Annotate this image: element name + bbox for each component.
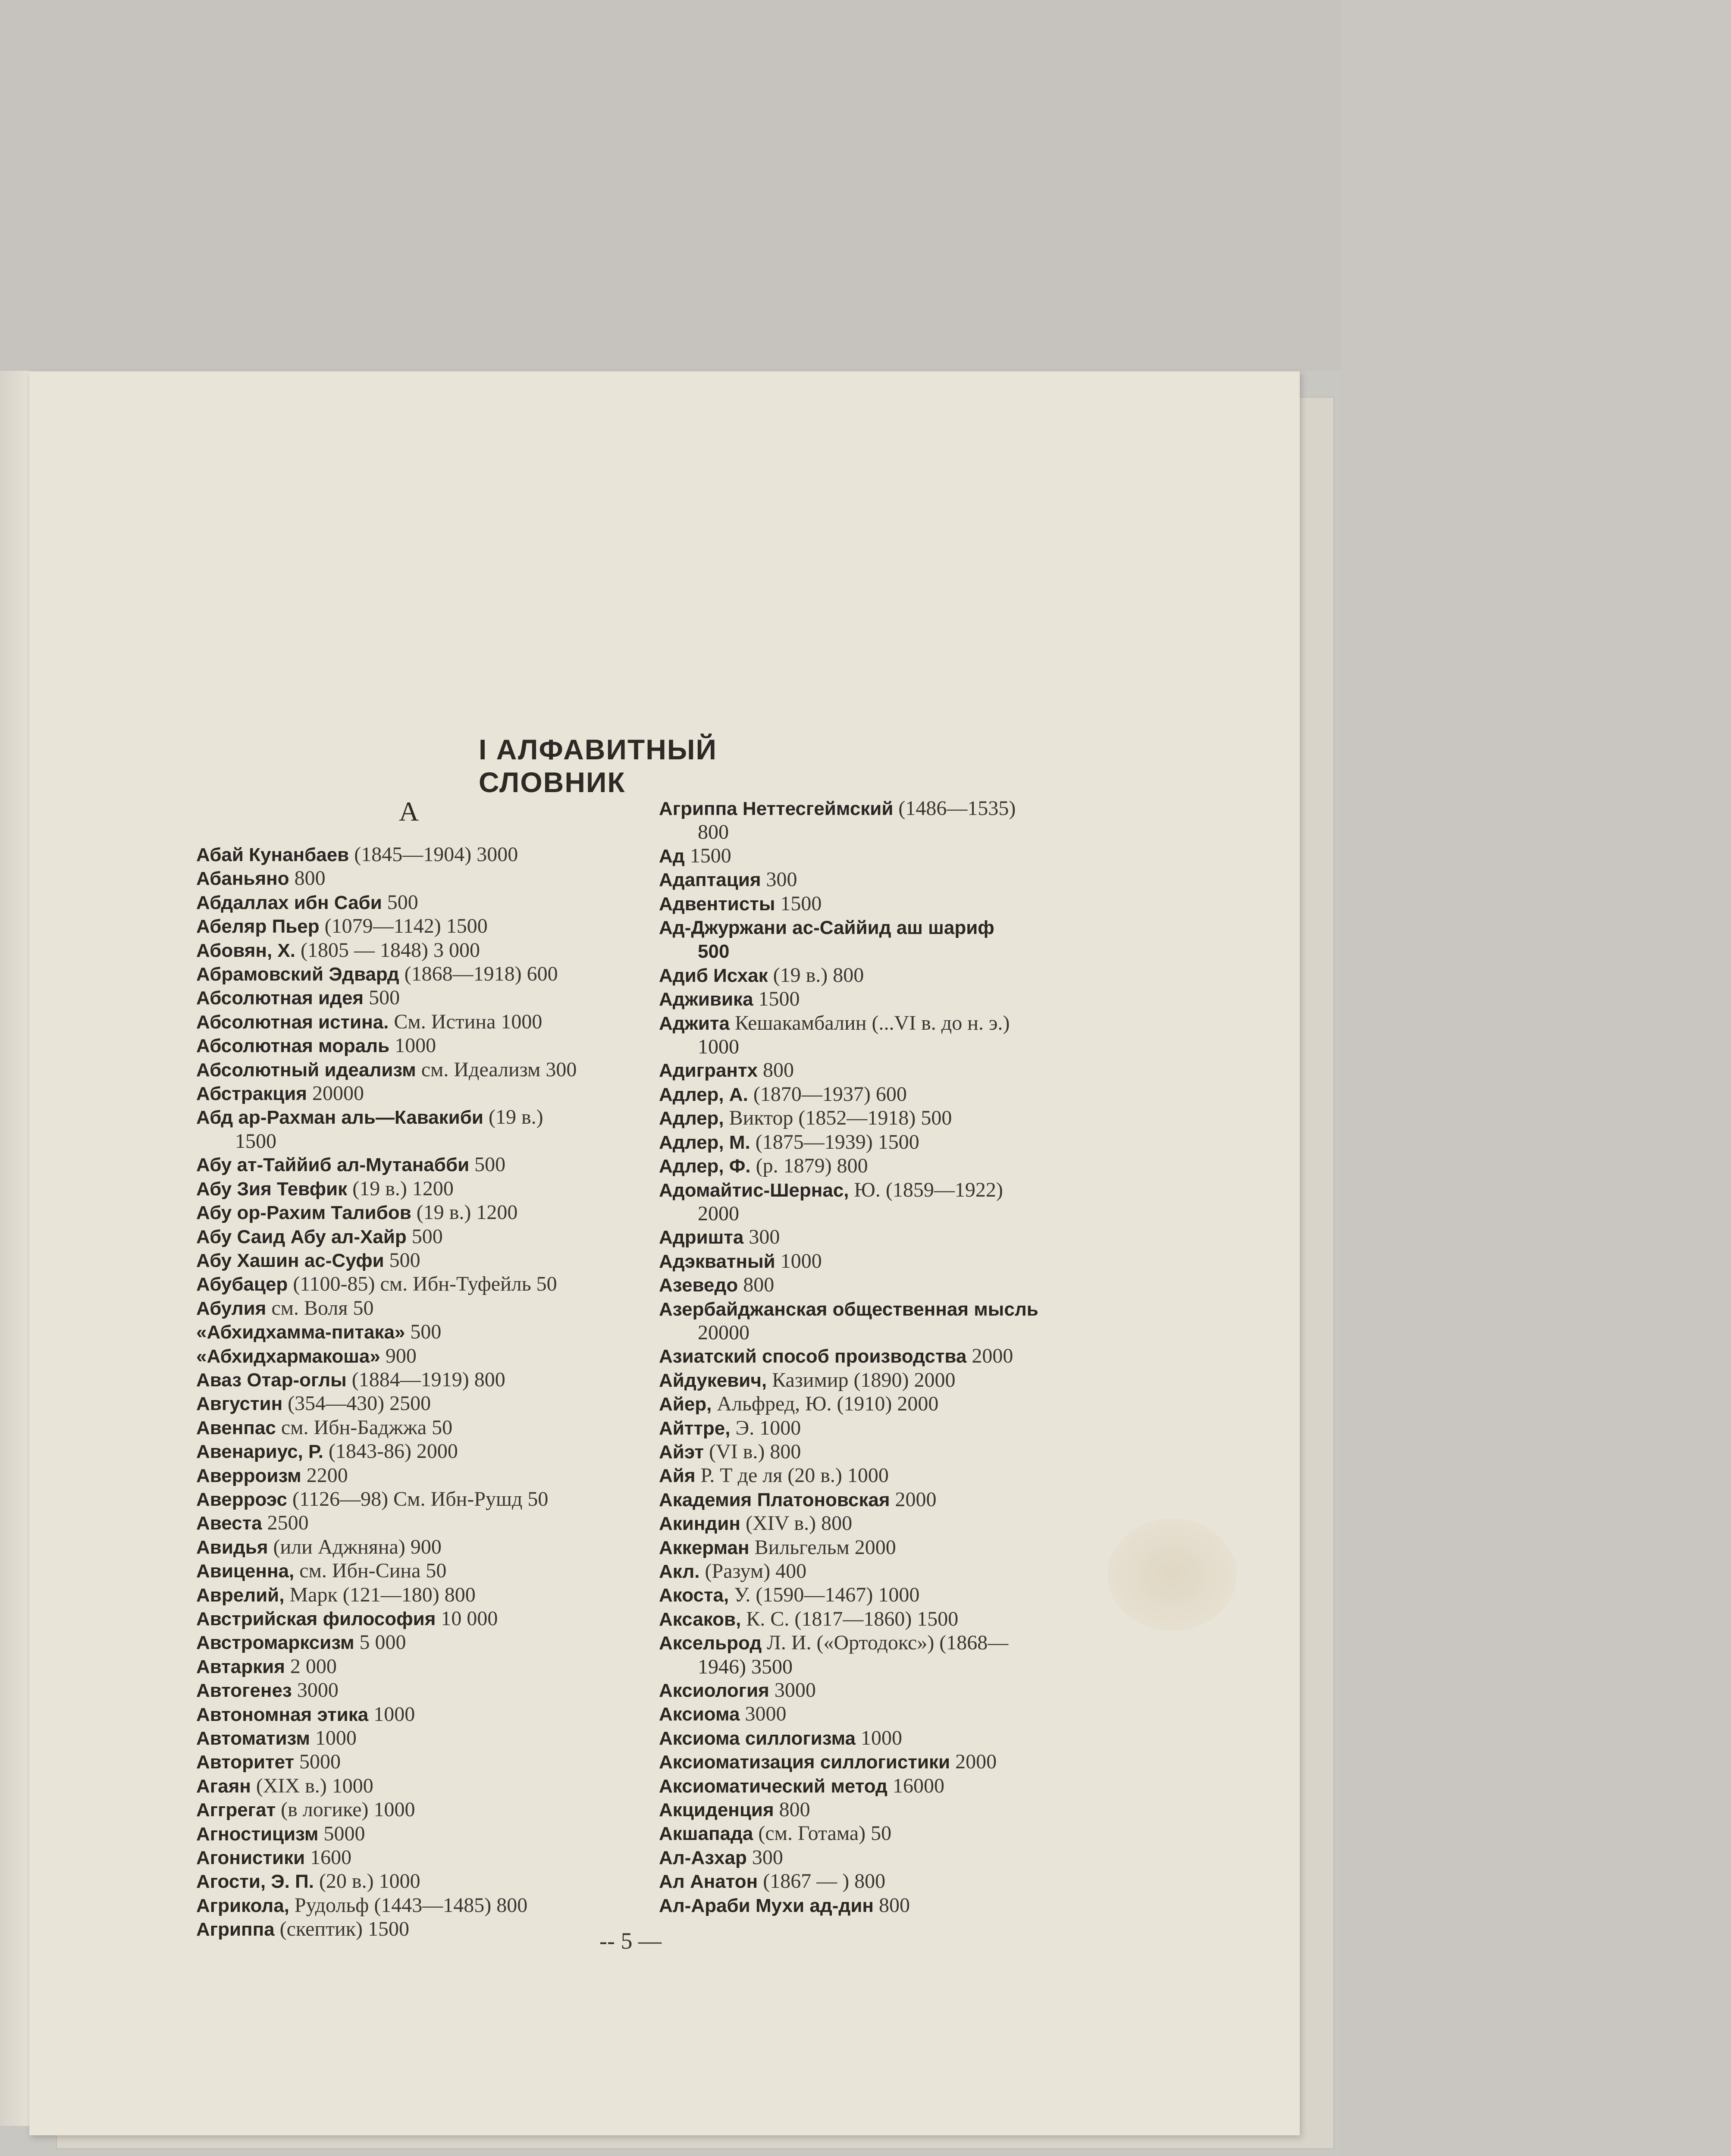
- entry-detail: (в логике) 1000: [276, 1798, 415, 1821]
- entry-detail: Виктор (1852—1918) 500: [724, 1106, 952, 1130]
- entry-detail: 5000: [318, 1822, 365, 1845]
- entry-term: Азербайджанская общественная мысль: [659, 1298, 1038, 1320]
- entry-term: Акиндин: [659, 1513, 740, 1535]
- entry-term: Аксельрод: [659, 1633, 762, 1654]
- entry-term: Абовян, X.: [196, 940, 295, 961]
- entry-term: Агностицизм: [196, 1823, 319, 1845]
- entry-term: Авторитет: [196, 1752, 295, 1773]
- entry-continuation-text: 500: [698, 941, 730, 962]
- entry-term: Автогенез: [196, 1680, 292, 1702]
- entry-detail: (19 в.) 1200: [411, 1201, 518, 1224]
- entry-continuation: [659, 1035, 1099, 1059]
- index-entry: [659, 1440, 1099, 1464]
- entry-detail: Вильгельм 2000: [749, 1536, 896, 1559]
- entry-term: Адживика: [659, 989, 753, 1010]
- entry-term: Адлер, А.: [659, 1084, 748, 1105]
- index-entry: [196, 1225, 636, 1249]
- section-letter: А: [399, 796, 419, 827]
- index-entry: [659, 1560, 1099, 1583]
- entry-term: Агости, Э. П.: [196, 1871, 314, 1893]
- index-entry: [196, 1153, 636, 1177]
- page-title: I АЛФАВИТНЫЙ СЛОВНИК: [479, 733, 717, 798]
- index-entry: [659, 1536, 1099, 1560]
- index-entry: [659, 1154, 1099, 1178]
- index-entry: [196, 1511, 636, 1535]
- index-entry: [659, 1750, 1099, 1774]
- index-entry: [196, 867, 636, 890]
- background-right: [1341, 0, 1731, 2156]
- entry-detail: 2000: [966, 1344, 1013, 1368]
- entry-term: Ал-Азхар: [659, 1847, 747, 1868]
- index-entry: [659, 1273, 1099, 1297]
- entry-continuation: [659, 1202, 1099, 1225]
- entry-detail: 500: [384, 1248, 420, 1272]
- index-entry: [196, 939, 636, 962]
- index-entry: [196, 1559, 636, 1583]
- entry-term: Акоста,: [659, 1585, 729, 1606]
- index-entry: [659, 916, 1099, 940]
- entry-detail: 500: [405, 1320, 442, 1344]
- entry-detail: см. Идеализм 300: [416, 1058, 577, 1081]
- entry-term: Австрийская философия: [196, 1608, 436, 1630]
- entry-detail: 1000: [775, 1249, 822, 1272]
- entry-term: Айя: [659, 1465, 696, 1487]
- entry-continuation-text: 800: [698, 821, 729, 844]
- index-entry: [196, 1464, 636, 1488]
- entry-detail: (1868—1918) 600: [399, 962, 558, 986]
- entry-term: Аксиома: [659, 1704, 740, 1725]
- entry-term: Абсолютная истина.: [196, 1011, 389, 1033]
- entry-continuation-text: 2000: [698, 1202, 739, 1225]
- index-entry: [659, 1106, 1099, 1130]
- index-entry: [659, 1083, 1099, 1106]
- entry-detail: (VI в.) 800: [704, 1440, 801, 1463]
- index-entry: [196, 1679, 636, 1702]
- entry-detail: (XIV в.) 800: [740, 1512, 853, 1535]
- entry-detail: см. Ибн-Баджжа 50: [276, 1416, 453, 1439]
- index-entry: [659, 1679, 1099, 1702]
- index-entry: [196, 1249, 636, 1272]
- entry-detail: см. Воля 50: [266, 1296, 374, 1319]
- entry-term: Азиатский способ производства: [659, 1346, 967, 1367]
- index-entry: [659, 1464, 1099, 1488]
- index-entry: [196, 1822, 636, 1846]
- index-entry: [196, 1058, 636, 1082]
- entry-term: Абу Саид Абу ал-Хайр: [196, 1226, 407, 1247]
- entry-term: Аверроизм: [196, 1465, 301, 1486]
- entry-term: Адлер, Ф.: [659, 1156, 751, 1177]
- entry-detail: 3000: [740, 1702, 787, 1726]
- entry-continuation: [196, 1130, 636, 1153]
- entry-term: Абу Зия Тевфик: [196, 1178, 348, 1200]
- entry-term: Абубацер: [196, 1274, 288, 1295]
- entry-detail: (19 в.): [483, 1106, 543, 1129]
- entry-term: Абд ар-Рахман аль—Кавакиби: [196, 1107, 483, 1128]
- index-entry: [196, 1798, 636, 1822]
- entry-detail: (р. 1879) 800: [750, 1154, 868, 1178]
- index-entry: [196, 1727, 636, 1750]
- entry-detail: 500: [406, 1225, 443, 1248]
- page-number: -- 5 —: [599, 1928, 662, 1954]
- entry-term: Аксаков,: [659, 1608, 741, 1630]
- entry-term: Абстракция: [196, 1083, 307, 1105]
- entry-detail: (1870—1937) 600: [748, 1082, 907, 1106]
- entry-detail: Л. И. («Ортодокс») (1868—: [762, 1631, 1009, 1655]
- entry-detail: 900: [380, 1344, 417, 1367]
- entry-continuation-text: 1000: [698, 1035, 739, 1059]
- entry-term: Адлер, М.: [659, 1131, 750, 1153]
- index-entry: [659, 1702, 1099, 1726]
- index-entry: [196, 1536, 636, 1559]
- entry-term: Абрамовский Эдвард: [196, 964, 399, 985]
- entry-continuation: [659, 821, 1099, 844]
- index-entry: [196, 1631, 636, 1655]
- left-page-edge: [0, 371, 31, 2126]
- entry-continuation-text: 1500: [235, 1129, 276, 1153]
- entry-term: Авидья: [196, 1536, 268, 1558]
- entry-term: Адаптация: [659, 869, 761, 891]
- entry-term: Акциденция: [659, 1799, 774, 1821]
- entry-term: Ад: [659, 845, 685, 867]
- entry-term: Абай Кунанбаев: [196, 844, 349, 865]
- index-entry: [659, 1846, 1099, 1870]
- left-column: [196, 843, 636, 1942]
- entry-term: Аксиоматический метод: [659, 1775, 887, 1797]
- index-entry: [659, 1608, 1099, 1631]
- entry-term: Адэкватный: [659, 1250, 775, 1272]
- entry-term: Абаньяно: [196, 868, 289, 890]
- index-entry: [196, 1201, 636, 1225]
- entry-detail: 800: [289, 867, 326, 890]
- entry-detail: У. (1590—1467) 1000: [729, 1583, 920, 1607]
- entry-term: Айер,: [659, 1394, 712, 1415]
- entry-detail: Р. Т де ля (20 в.) 1000: [695, 1464, 889, 1487]
- index-entry: [659, 1059, 1099, 1082]
- entry-detail: 800: [758, 1059, 794, 1082]
- entry-term: Агонистики: [196, 1847, 305, 1869]
- index-entry: [196, 1320, 636, 1344]
- index-entry: [659, 1727, 1099, 1750]
- entry-term: Адришта: [659, 1227, 744, 1248]
- entry-term: Адлер,: [659, 1108, 724, 1129]
- index-entry: [196, 1416, 636, 1440]
- index-entry: [659, 868, 1099, 892]
- right-column: [659, 797, 1099, 1918]
- entry-detail: 500: [469, 1153, 506, 1176]
- entry-term: Аврелий,: [196, 1584, 285, 1606]
- entry-term: Акл.: [659, 1561, 700, 1582]
- index-entry: [196, 1703, 636, 1727]
- index-entry: [659, 1297, 1099, 1321]
- index-entry: [659, 1488, 1099, 1512]
- entry-term: Адигрантх: [659, 1060, 758, 1081]
- entry-detail: 800: [873, 1893, 910, 1917]
- entry-detail: (XIX в.) 1000: [251, 1774, 373, 1797]
- entry-continuation: [659, 1655, 1099, 1679]
- entry-continuation: [659, 1321, 1099, 1344]
- index-entry: [659, 1774, 1099, 1798]
- index-entry: [196, 1106, 636, 1129]
- entry-term: Азеведо: [659, 1275, 738, 1296]
- index-entry: [196, 843, 636, 867]
- entry-detail: 10 000: [436, 1607, 498, 1630]
- index-entry: [196, 1082, 636, 1106]
- entry-term: Аксиома силлогизма: [659, 1727, 856, 1749]
- index-entry: [196, 1750, 636, 1774]
- entry-term: Ал-Араби Мухи ад-дин: [659, 1895, 874, 1916]
- entry-detail: (1845—1904) 3000: [349, 843, 518, 866]
- entry-term: Абулия: [196, 1297, 267, 1319]
- entry-detail: Кешакамбалин (...VI в. до н. э.): [729, 1011, 1010, 1034]
- paper-stain: [1107, 1519, 1237, 1631]
- entry-detail: (1875—1939) 1500: [750, 1130, 919, 1153]
- index-entry: [196, 1846, 636, 1870]
- entry-term: Августин: [196, 1393, 283, 1415]
- entry-detail: 2500: [262, 1511, 309, 1535]
- index-entry: [196, 891, 636, 915]
- entry-term: Адвентисты: [659, 893, 775, 915]
- index-entry: [196, 1034, 636, 1058]
- entry-continuation-text: 20000: [698, 1321, 749, 1344]
- index-entry: [659, 1822, 1099, 1846]
- entry-term: Агриппа Неттесгеймский: [659, 798, 894, 819]
- entry-detail: 5000: [294, 1750, 341, 1774]
- entry-detail: 2200: [301, 1463, 348, 1487]
- entry-term: Адиб Исхак: [659, 965, 768, 986]
- index-entry: [196, 1918, 636, 1941]
- entry-term: Агриппа: [196, 1919, 275, 1940]
- entry-detail: Рудольф (1443—1485) 800: [289, 1893, 528, 1917]
- entry-continuation-text: 1946) 3500: [698, 1655, 793, 1678]
- entry-term: Авенпас: [196, 1417, 276, 1438]
- entry-term: Ад-Джуржани ас-Саййид аш шариф: [659, 917, 994, 939]
- entry-term: Акшапада: [659, 1823, 753, 1845]
- entry-detail: (скептик) 1500: [274, 1918, 410, 1941]
- entry-detail: 800: [774, 1798, 810, 1821]
- entry-detail: Ю. (1859—1922): [849, 1178, 1003, 1201]
- entry-detail: 1500: [684, 844, 731, 867]
- index-entry: [196, 1010, 636, 1034]
- entry-continuation: [659, 940, 1099, 963]
- index-entry: [659, 1178, 1099, 1202]
- entry-detail: 1500: [775, 892, 822, 915]
- index-entry: [196, 1655, 636, 1679]
- index-entry: [659, 987, 1099, 1011]
- entry-term: Аггрегат: [196, 1799, 276, 1821]
- entry-term: Абу ат-Таййиб ал-Мутанабби: [196, 1154, 470, 1176]
- entry-detail: 1000: [310, 1727, 357, 1750]
- index-entry: [659, 892, 1099, 916]
- index-entry: [659, 1012, 1099, 1035]
- entry-detail: Марк (121—180) 800: [284, 1583, 476, 1606]
- entry-term: Абу Хашин ас-Суфи: [196, 1250, 384, 1271]
- index-entry: [659, 844, 1099, 868]
- entry-term: Айттре,: [659, 1417, 731, 1439]
- entry-detail: 16000: [887, 1774, 944, 1797]
- entry-term: Автаркия: [196, 1656, 285, 1677]
- entry-detail: 800: [738, 1273, 775, 1297]
- entry-term: Аваз Отар-оглы: [196, 1369, 347, 1391]
- index-entry: [196, 1870, 636, 1893]
- entry-term: Автономная этика: [196, 1704, 369, 1725]
- index-entry: [196, 1368, 636, 1392]
- entry-detail: (1100-85) см. Ибн-Туфейль 50: [288, 1272, 557, 1296]
- entry-term: Австромарксизм: [196, 1632, 354, 1654]
- entry-term: Аверроэс: [196, 1489, 287, 1510]
- entry-term: Абсолютная идея: [196, 987, 364, 1009]
- entry-term: Агрикола,: [196, 1895, 289, 1916]
- entry-detail: 1600: [305, 1846, 352, 1869]
- entry-term: Авеста: [196, 1513, 262, 1534]
- entry-detail: 1000: [368, 1702, 415, 1726]
- index-entry: [659, 1392, 1099, 1416]
- entry-detail: (1079—1142) 1500: [319, 915, 488, 938]
- entry-detail: 500: [382, 890, 418, 914]
- entry-term: Академия Платоновская: [659, 1489, 890, 1510]
- entry-detail: (1867 — ) 800: [758, 1870, 886, 1893]
- index-entry: [659, 1583, 1099, 1607]
- entry-detail: 20000: [307, 1082, 364, 1105]
- entry-detail: 5 000: [354, 1631, 406, 1654]
- entry-detail: Альфред, Ю. (1910) 2000: [712, 1392, 939, 1416]
- index-entry: [659, 1894, 1099, 1918]
- entry-detail: (1805 — 1848) 3 000: [295, 938, 480, 962]
- entry-term: Абу ор-Рахим Талибов: [196, 1202, 411, 1224]
- entry-term: Айэт: [659, 1441, 704, 1463]
- entry-term: Ал Анатон: [659, 1871, 758, 1893]
- index-entry: [659, 797, 1099, 821]
- index-entry: [659, 1870, 1099, 1893]
- entry-term: Агаян: [196, 1775, 251, 1797]
- entry-detail: К. С. (1817—1860) 1500: [741, 1607, 959, 1630]
- index-entry: [196, 1177, 636, 1201]
- entry-term: Адомайтис-Шернас,: [659, 1179, 849, 1201]
- index-entry: [196, 1583, 636, 1607]
- entry-term: «Абхидхамма-питака»: [196, 1322, 405, 1343]
- index-entry: [196, 1774, 636, 1798]
- entry-detail: (20 в.) 1000: [314, 1870, 420, 1893]
- entry-detail: 2 000: [285, 1655, 337, 1678]
- index-entry: [196, 1392, 636, 1416]
- index-entry: [659, 1250, 1099, 1273]
- index-entry: [659, 1512, 1099, 1536]
- entry-detail: (1843-86) 2000: [323, 1440, 458, 1463]
- index-entry: [659, 1416, 1099, 1440]
- entry-detail: 1000: [856, 1726, 903, 1749]
- entry-detail: 2000: [950, 1750, 997, 1774]
- index-entry: [659, 1131, 1099, 1154]
- index-entry: [659, 1798, 1099, 1822]
- entry-detail: 3000: [769, 1679, 816, 1702]
- index-entry: [196, 1488, 636, 1511]
- entry-detail: 1500: [753, 987, 800, 1011]
- entry-detail: Э. 1000: [730, 1416, 801, 1439]
- entry-detail: (1126—98) См. Ибн-Рушд 50: [287, 1487, 549, 1510]
- entry-detail: Казимир (1890) 2000: [767, 1368, 956, 1391]
- index-entry: [196, 1344, 636, 1368]
- entry-term: Аджита: [659, 1012, 730, 1034]
- entry-detail: (Разум) 400: [699, 1560, 807, 1583]
- entry-detail: см. Ибн-Сина 50: [294, 1559, 447, 1583]
- index-entry: [196, 915, 636, 938]
- entry-detail: См. Истина 1000: [389, 1010, 543, 1033]
- entry-detail: (см. Готама) 50: [753, 1822, 892, 1845]
- entry-detail: (1486—1535): [893, 797, 1016, 820]
- index-entry: [196, 1607, 636, 1631]
- entry-term: Абдаллах ибн Саби: [196, 892, 382, 913]
- index-entry: [196, 962, 636, 986]
- entry-detail: 2000: [890, 1488, 937, 1511]
- index-entry: [659, 1344, 1099, 1368]
- entry-term: Абсолютная мораль: [196, 1035, 390, 1057]
- entry-term: Авиценна,: [196, 1561, 295, 1582]
- entry-term: Автоматизм: [196, 1728, 310, 1749]
- entry-detail: (или Аджняна) 900: [268, 1535, 442, 1558]
- index-entry: [659, 1369, 1099, 1392]
- entry-term: Аксиология: [659, 1680, 769, 1702]
- entry-detail: 500: [364, 986, 400, 1009]
- entry-detail: 300: [743, 1225, 780, 1249]
- entry-detail: 300: [746, 1846, 783, 1869]
- entry-detail: (19 в.) 800: [768, 963, 864, 987]
- index-entry: [659, 1631, 1099, 1655]
- entry-detail: 300: [761, 868, 797, 891]
- entry-term: Аксиоматизация силлогистики: [659, 1752, 950, 1773]
- entry-detail: (354—430) 2500: [282, 1392, 431, 1415]
- entry-term: Айдукевич,: [659, 1369, 767, 1391]
- index-entry: [196, 1440, 636, 1463]
- entry-detail: (1884—1919) 800: [346, 1368, 505, 1391]
- index-entry: [659, 1225, 1099, 1249]
- entry-detail: (19 в.) 1200: [347, 1177, 454, 1200]
- index-entry: [196, 1297, 636, 1320]
- entry-term: Абеляр Пьер: [196, 916, 320, 937]
- entry-term: «Абхидхармакоша»: [196, 1345, 380, 1367]
- entry-term: Абсолютный идеализм: [196, 1059, 416, 1081]
- index-entry: [659, 964, 1099, 987]
- entry-term: Авенариус, Р.: [196, 1441, 323, 1463]
- entry-term: Аккерман: [659, 1537, 749, 1558]
- entry-detail: 3000: [292, 1679, 339, 1702]
- index-entry: [196, 1894, 636, 1918]
- index-entry: [196, 1272, 636, 1296]
- index-entry: [196, 986, 636, 1010]
- entry-detail: 1000: [389, 1034, 436, 1057]
